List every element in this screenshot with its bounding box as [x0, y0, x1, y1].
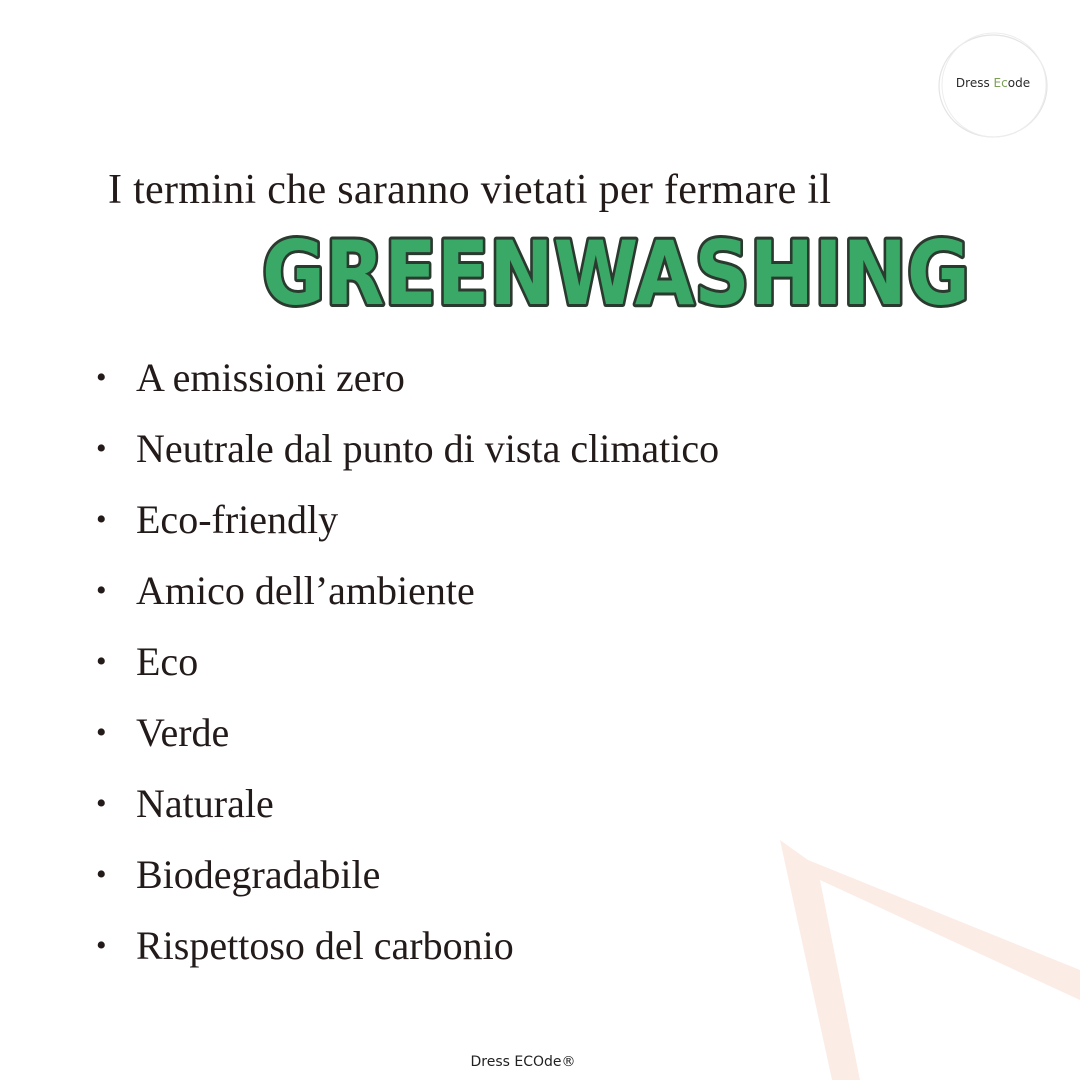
term-text: Eco	[136, 639, 199, 684]
term-text: Amico dell’ambiente	[136, 568, 475, 613]
term-text: Eco-friendly	[136, 497, 339, 542]
list-item	[96, 626, 719, 697]
terms-list	[96, 342, 719, 981]
chevron-decoration-shape	[780, 840, 1080, 1080]
bullet: •	[96, 929, 107, 962]
list-item	[96, 697, 719, 768]
term-text: Biodegradabile	[136, 852, 381, 897]
bullet: •	[96, 858, 107, 891]
logo-accent: Ec	[993, 76, 1008, 90]
logo-suffix: ode	[1007, 76, 1031, 90]
term-text: Neutrale dal punto di vista climatico	[136, 426, 720, 471]
bullet: •	[96, 645, 107, 678]
bullet: •	[96, 503, 107, 536]
logo-wordmark	[937, 76, 1049, 90]
list-item	[96, 342, 719, 413]
title-word-graphic	[258, 222, 978, 325]
list-item	[96, 555, 719, 626]
term-text: Naturale	[136, 781, 274, 826]
footer-brand: Dress ECOde®	[470, 1054, 576, 1070]
list-item	[96, 839, 719, 910]
bullet: •	[96, 574, 107, 607]
list-item	[96, 484, 719, 555]
bullet: •	[96, 361, 107, 394]
title-word: GREENWASHING	[262, 222, 970, 325]
bullet: •	[96, 432, 107, 465]
list-item	[96, 910, 719, 981]
term-text: Verde	[136, 710, 230, 755]
list-item	[96, 768, 719, 839]
bullet: •	[96, 716, 107, 749]
brand-logo	[937, 32, 1049, 140]
term-text: A emissioni zero	[136, 355, 405, 400]
logo-prefix: Dress	[955, 76, 994, 90]
bullet: •	[96, 787, 107, 820]
headline: I termini che saranno vietati per fermare il	[108, 167, 832, 213]
term-text: Rispettoso del carbonio	[136, 923, 514, 968]
list-item	[96, 413, 719, 484]
